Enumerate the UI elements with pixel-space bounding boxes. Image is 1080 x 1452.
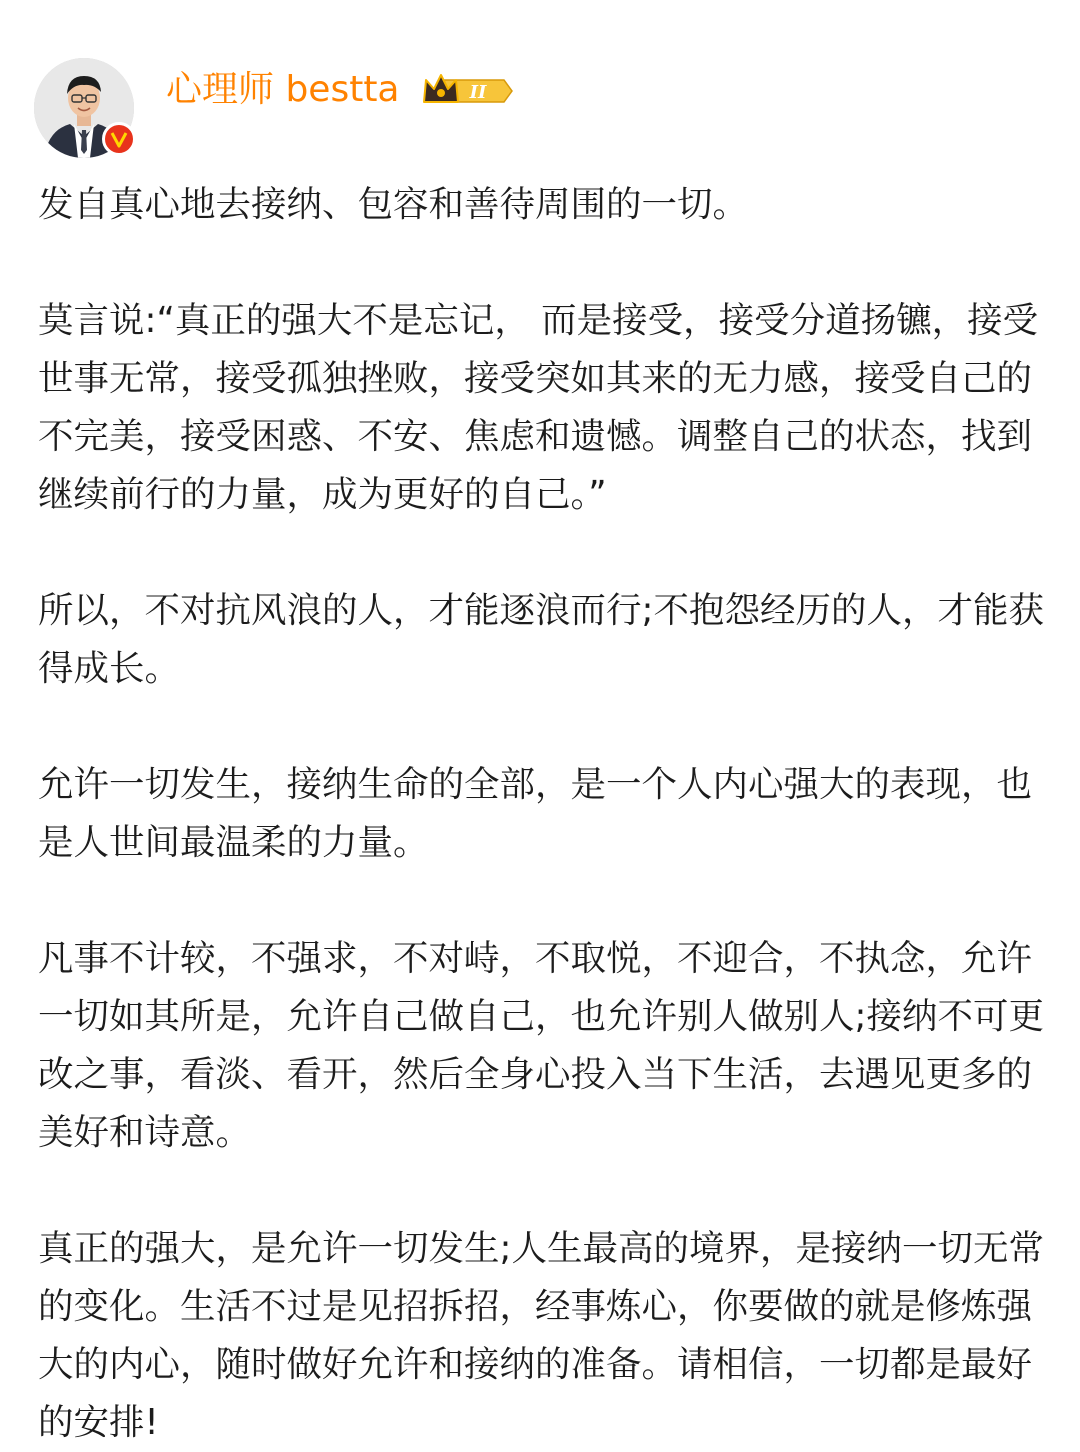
- verified-badge-icon: [102, 122, 136, 156]
- post-paragraph: 所以，不对抗风浪的人，才能逐浪而行;不抱怨经历的人，才能获得成长。: [38, 590, 1044, 689]
- post-body: [38, 176, 1046, 1452]
- post-paragraph: 允许一切发生，接纳生命的全部，是一个人内心强大的表现，也是人世间最温柔的力量。: [38, 764, 1033, 863]
- rank-badge-label: II: [469, 82, 487, 103]
- post-paragraph: 莫言说:“真正的强大不是忘记， 而是接受，接受分道扬镳，接受世事无常，接受孤独挫败，接受突如其来的无力感，接受自己的不完美，接受困惑、不安、焦虑和遗憾。调整自己的状态，找到继续前行的力量，成为更好的自己。”: [38, 300, 1039, 515]
- post-paragraph: 凡事不计较，不强求，不对峙，不取悦，不迎合，不执念，允许一切如其所是，允许自己做自己，也允许别人做别人;接纳不可更改之事，看淡、看开，然后全身心投入当下生活，去遇见更多的美好和诗意。: [38, 938, 1044, 1153]
- post-header: [34, 58, 1034, 168]
- post-paragraph: 真正的强大，是允许一切发生;人生最高的境界，是接纳一切无常的变化。生活不过是见招拆招，经事炼心，你要做的就是修炼强大的内心，随时做好允许和接纳的准备。请相信，一切都是最好的安排!: [38, 1228, 1044, 1443]
- rank-crown-badge-icon[interactable]: [422, 72, 514, 110]
- post-paragraph: 发自真心地去接纳、包容和善待周围的一切。: [38, 184, 749, 225]
- author-name[interactable]: 心理师 bestta: [166, 69, 400, 110]
